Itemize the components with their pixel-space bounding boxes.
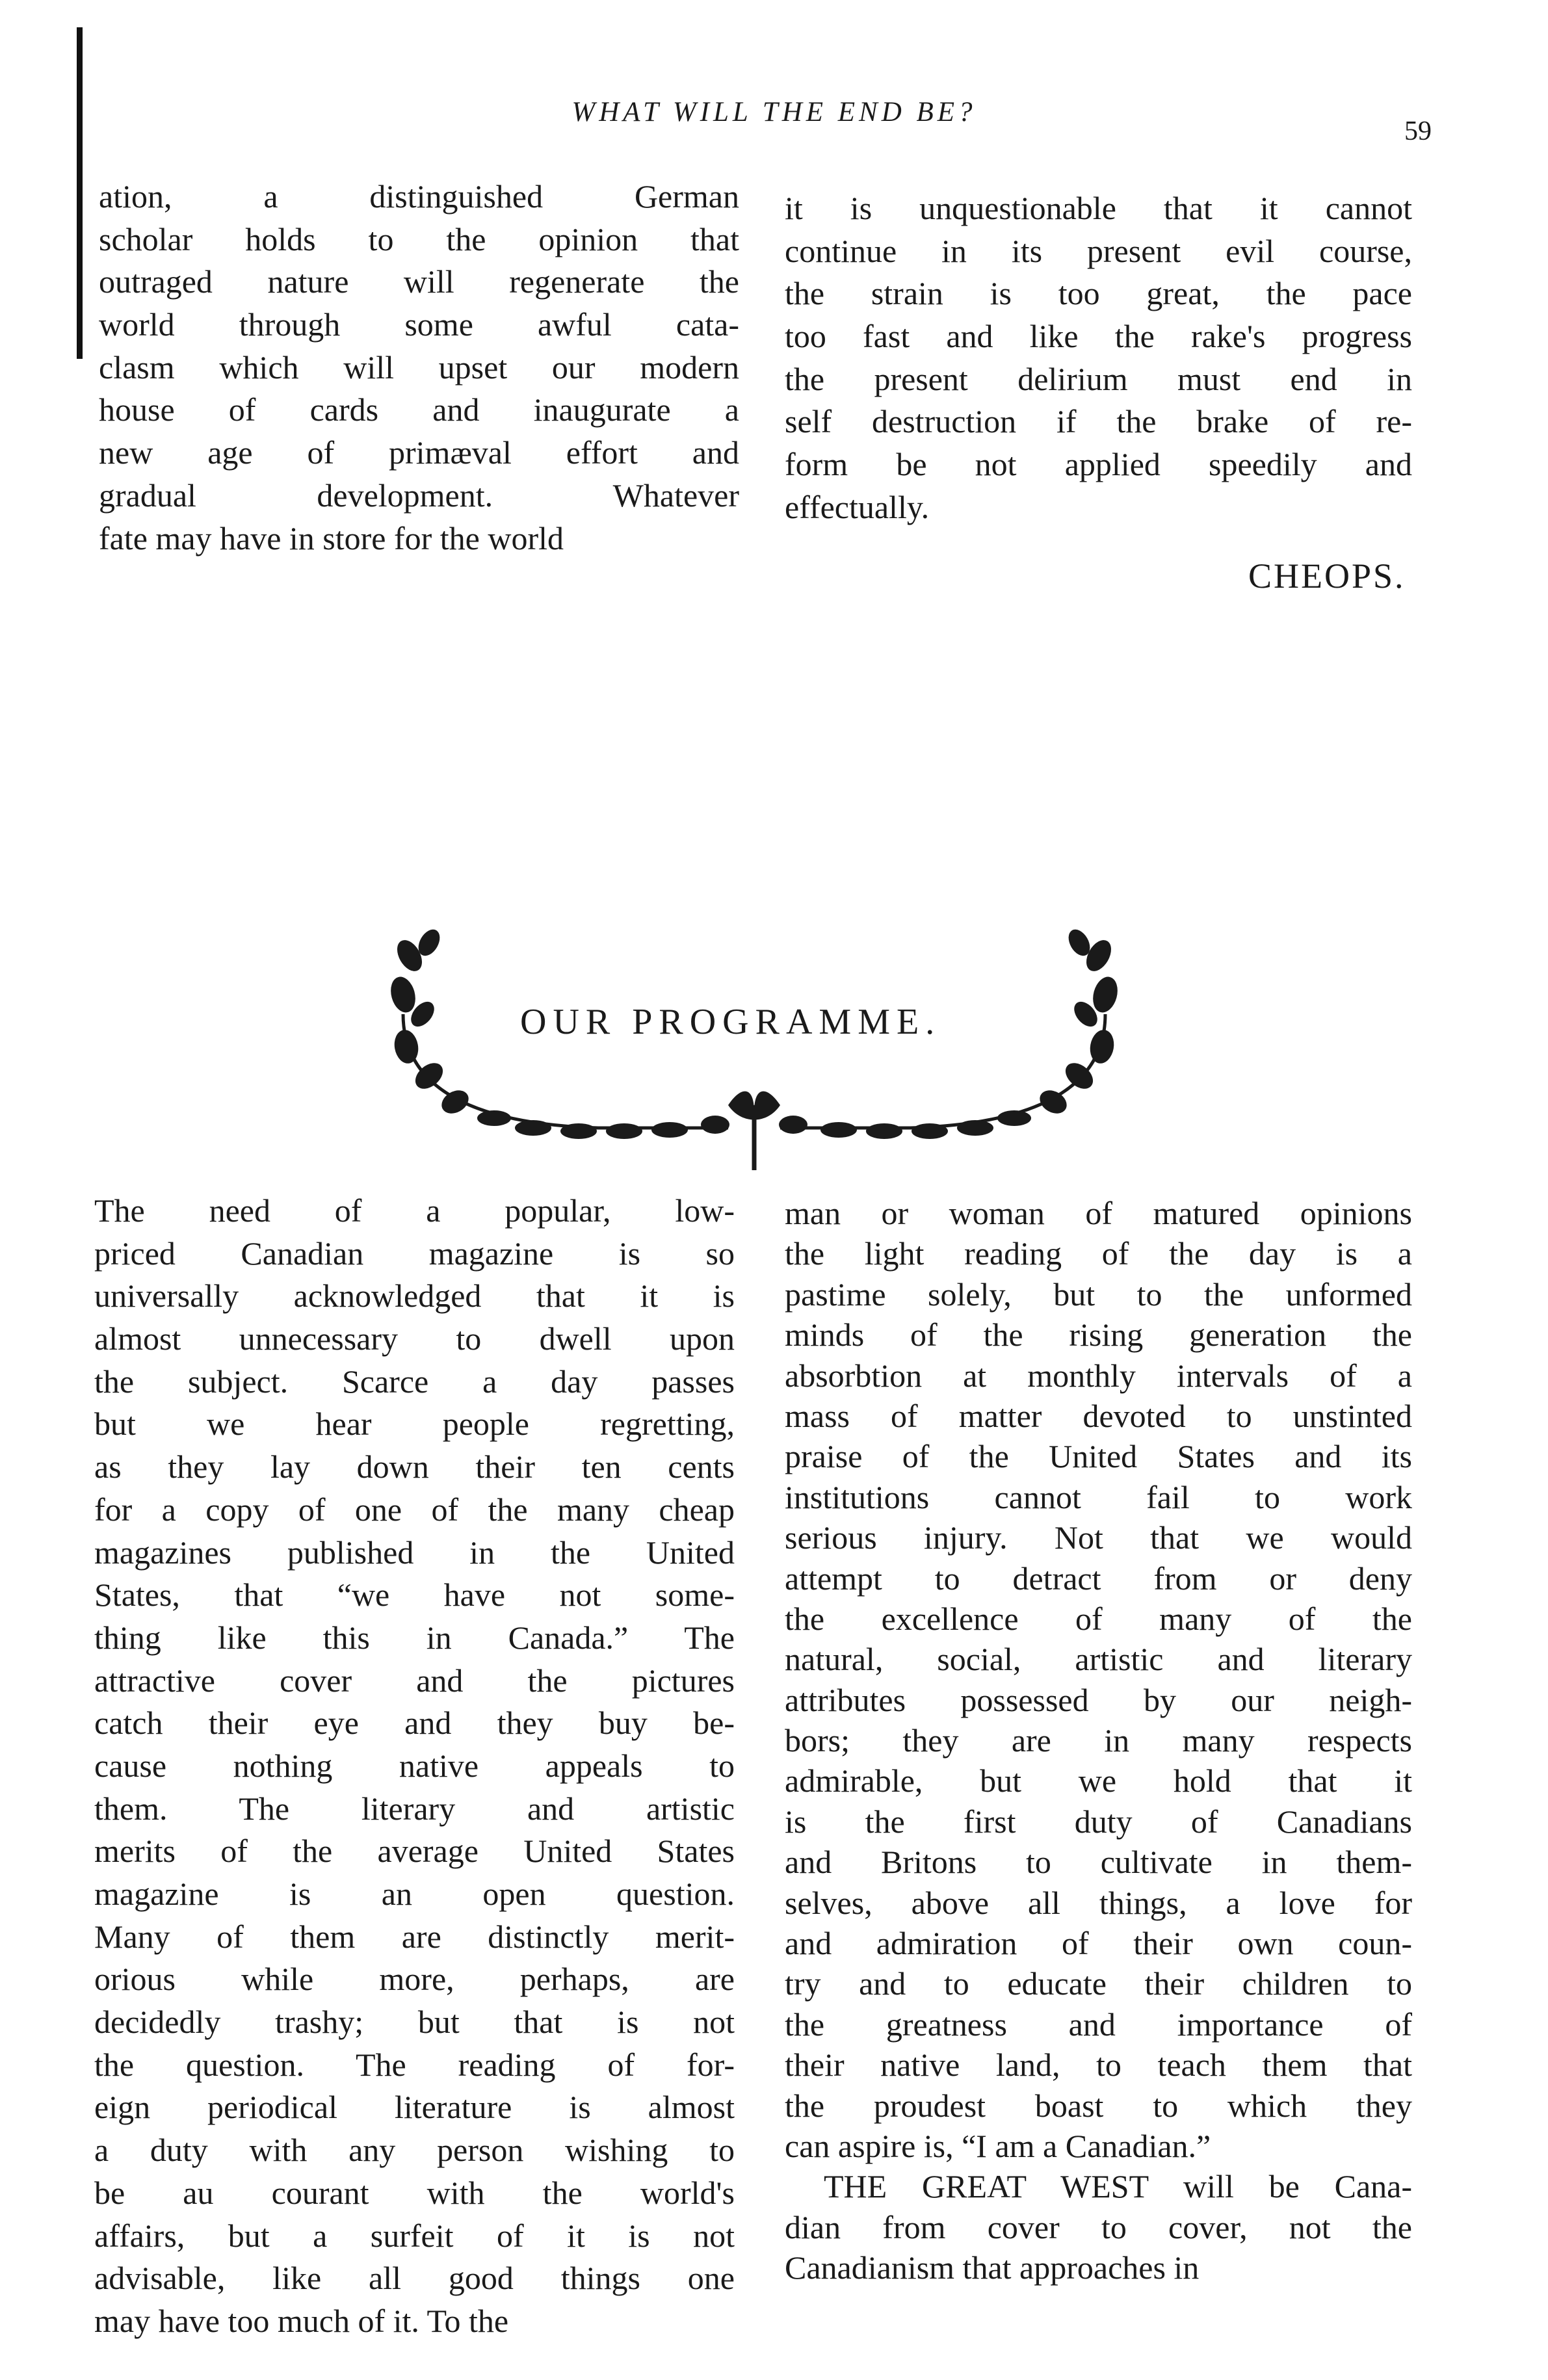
text-line: mass of matter devoted to unstinted bbox=[785, 1397, 1412, 1434]
text-line: thing like this in Canada.” The bbox=[94, 1619, 735, 1656]
signature: CHEOPS. bbox=[1248, 556, 1406, 595]
text-line: natural, social, artistic and literary bbox=[785, 1641, 1412, 1678]
text-line: attempt to detract from or deny bbox=[785, 1560, 1412, 1597]
text-line: advisable, like all good things one bbox=[94, 2260, 735, 2297]
text-line: the excellence of many of the bbox=[785, 1600, 1412, 1637]
text-line: effectually. bbox=[785, 488, 930, 525]
top-left-column bbox=[99, 176, 739, 560]
text-line: orious while more, perhaps, are bbox=[94, 1961, 735, 1998]
text-line: them. The literary and artistic bbox=[94, 1790, 735, 1827]
text-line: the proudest boast to which they bbox=[785, 2087, 1412, 2124]
text-line: form be not applied speedily and bbox=[785, 446, 1412, 483]
text-line: attributes possessed by our neigh- bbox=[785, 1681, 1412, 1718]
text-line: attractive cover and the pictures bbox=[94, 1662, 735, 1699]
text-line: magazine is an open question. bbox=[94, 1876, 735, 1912]
text-line: as they lay down their ten cents bbox=[94, 1448, 735, 1485]
text-line: self destruction if the brake of re- bbox=[785, 403, 1412, 440]
text-line: serious injury. Not that we would bbox=[785, 1519, 1412, 1556]
text-line: universally acknowledged that it is bbox=[94, 1277, 735, 1314]
text-line: selves, above all things, a love for bbox=[785, 1884, 1412, 1921]
text-line: pastime solely, but to the unformed bbox=[785, 1275, 1412, 1313]
text-line: praise of the United States and its bbox=[785, 1438, 1412, 1475]
text-line: the light reading of the day is a bbox=[785, 1235, 1412, 1272]
text-line: absorbtion at monthly intervals of a bbox=[785, 1357, 1412, 1394]
text-line: institutions cannot fail to work bbox=[785, 1478, 1412, 1515]
text-line: almost unnecessary to dwell upon bbox=[94, 1320, 735, 1357]
text-line: merits of the average United States bbox=[94, 1833, 735, 1870]
text-line: scholar holds to the opinion that bbox=[99, 220, 739, 257]
margin-rule bbox=[77, 27, 83, 359]
text-line: their native land, to teach them that bbox=[785, 2047, 1412, 2084]
text-line: try and to educate their children to bbox=[785, 1965, 1412, 2002]
text-line: the greatness and importance of bbox=[785, 2006, 1412, 2043]
text-line: house of cards and inaugurate a bbox=[99, 391, 739, 428]
text-line: can aspire is, “I am a Canadian.” bbox=[785, 2127, 1211, 2164]
running-title: WHAT WILL THE END BE? bbox=[571, 97, 977, 127]
text-line: continue in its present evil course, bbox=[785, 232, 1412, 269]
text-line: magazines published in the United bbox=[94, 1534, 735, 1571]
text-line: Many of them are distinctly merit- bbox=[94, 1918, 735, 1955]
top-right-column bbox=[785, 187, 1412, 529]
text-line: dian from cover to cover, not the bbox=[785, 2208, 1412, 2245]
text-line: bors; they are in many respects bbox=[785, 1722, 1412, 1759]
text-line: outraged nature will regenerate the bbox=[99, 263, 739, 300]
bottom-left-column bbox=[94, 1190, 735, 2343]
text-line: the question. The reading of for- bbox=[94, 2046, 735, 2083]
text-line: affairs, but a surfeit of it is not bbox=[94, 2217, 735, 2254]
text-line: a duty with any person wishing to bbox=[94, 2132, 735, 2169]
text-line: may have too much of it. To the bbox=[94, 2302, 509, 2339]
text-line: admirable, but we hold that it bbox=[785, 1762, 1412, 1799]
text-line: is the first duty of Canadians bbox=[785, 1803, 1412, 1840]
text-line: fate may have in store for the world bbox=[99, 519, 564, 556]
text-line: THE GREAT WEST will be Cana- bbox=[824, 2168, 1412, 2205]
text-line: decidedly trashy; but that is not bbox=[94, 2004, 735, 2041]
text-line: the strain is too great, the pace bbox=[785, 275, 1412, 312]
text-line: and admiration of their own coun- bbox=[785, 1925, 1412, 1962]
text-line: priced Canadian magazine is so bbox=[94, 1235, 735, 1272]
text-line: world through some awful cata- bbox=[99, 306, 739, 343]
text-line: eign periodical literature is almost bbox=[94, 2089, 735, 2126]
text-line: be au courant with the world's bbox=[94, 2174, 735, 2211]
text-line: States, that “we have not some- bbox=[94, 1576, 735, 1614]
text-line: cause nothing native appeals to bbox=[94, 1747, 735, 1784]
text-line: the subject. Scarce a day passes bbox=[94, 1363, 735, 1400]
text-line: catch their eye and they buy be- bbox=[94, 1705, 735, 1742]
page-number: 59 bbox=[1404, 116, 1432, 146]
text-line: man or woman of matured opinions bbox=[785, 1195, 1412, 1231]
text-line: ation, a distinguished German bbox=[99, 178, 739, 215]
text-line: but we hear people regretting, bbox=[94, 1406, 735, 1443]
text-line: the present delirium must end in bbox=[785, 360, 1412, 397]
bottom-right-column bbox=[785, 1193, 1412, 2288]
section-heading: OUR PROGRAMME. bbox=[520, 1002, 941, 1042]
text-line: minds of the rising generation the bbox=[785, 1316, 1412, 1353]
text-line: Canadianism that approaches in bbox=[785, 2249, 1200, 2286]
text-line: too fast and like the rake's progress bbox=[785, 318, 1412, 355]
text-line: and Britons to cultivate in them- bbox=[785, 1844, 1412, 1881]
text-line: The need of a popular, low- bbox=[94, 1192, 735, 1229]
text-line: it is unquestionable that it cannot bbox=[785, 190, 1412, 226]
text-line: new age of primæval effort and bbox=[99, 434, 739, 471]
text-line: for a copy of one of the many cheap bbox=[94, 1491, 735, 1528]
text-line: clasm which will upset our modern bbox=[99, 348, 739, 386]
laurel-ornament bbox=[364, 910, 1144, 1183]
text-line: gradual development. Whatever bbox=[99, 477, 739, 514]
